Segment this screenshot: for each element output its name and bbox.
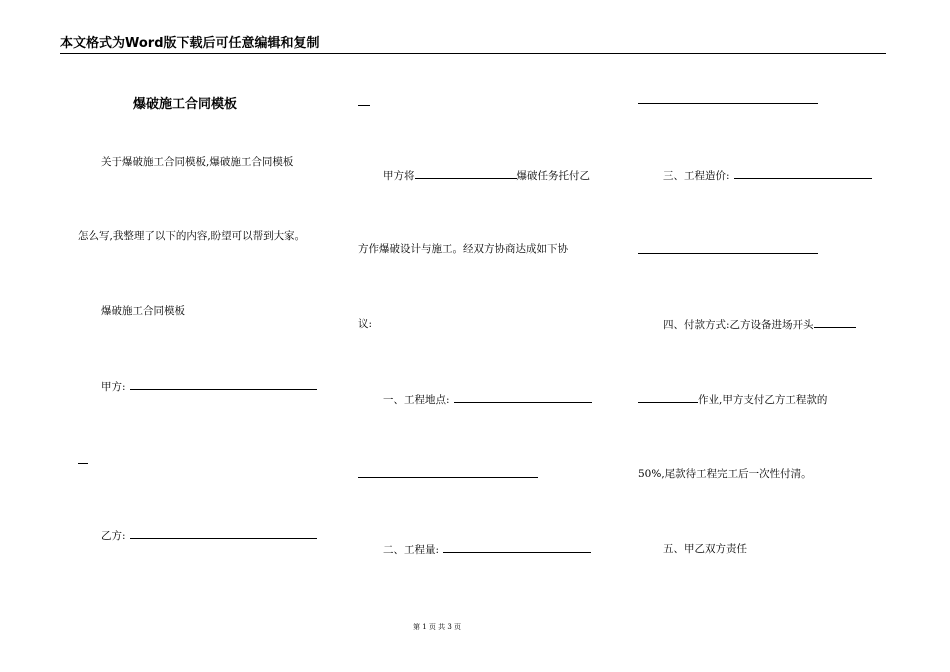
price-blank — [734, 168, 872, 179]
item-price-row — [663, 168, 872, 183]
short-rule — [358, 105, 370, 106]
header-rule — [60, 53, 886, 54]
intro-line-2: 怎么写,我整理了以下的内容,盼望可以帮到大家。 — [78, 230, 306, 242]
location-blank — [454, 392, 592, 403]
item-label: 三、工程造价: — [663, 170, 730, 182]
item-payment-row — [663, 317, 856, 332]
party-a-row — [101, 379, 317, 394]
item-label: 四、付款方式:乙方设备进场开头 — [663, 319, 814, 331]
item-location-row — [383, 392, 592, 407]
party-b-blank — [130, 528, 317, 539]
para-text: 作业,甲方支付乙方工程款的 — [698, 394, 828, 406]
intro-line-1: 关于爆破施工合同模板,爆破施工合同模板 — [101, 156, 294, 168]
paragraph-row — [638, 392, 827, 407]
paragraph-line: 50%,尾款待工程完工后一次性付清。 — [638, 468, 812, 480]
payment-blank — [814, 317, 856, 328]
para-text: 爆破任务托付乙 — [516, 170, 590, 182]
task-blank — [415, 168, 517, 179]
page-number: 第 1 页 共 3 页 — [413, 623, 462, 631]
blank-line — [638, 103, 818, 104]
location-blank-continued — [358, 477, 538, 478]
paragraph-line: 方作爆破设计与施工。经双方协商达成如下协 — [358, 243, 568, 255]
paragraph-row — [383, 168, 590, 183]
party-b-row — [101, 528, 317, 543]
item-responsibility: 五、甲乙双方责任 — [663, 543, 747, 555]
payment-blank-continued — [638, 392, 698, 403]
item-quantity-row — [383, 542, 591, 557]
price-blank-continued — [638, 253, 818, 254]
para-text: 甲方将 — [383, 170, 415, 182]
party-b-label: 乙方: — [101, 530, 126, 542]
quantity-blank — [443, 542, 591, 553]
short-rule — [78, 463, 88, 464]
document-title: 爆破施工合同模板 — [133, 97, 238, 112]
item-label: 二、工程量: — [383, 544, 440, 556]
paragraph-line: 议: — [358, 318, 373, 330]
page-header: 本文格式为Word版下载后可任意编辑和复制 — [60, 36, 320, 51]
party-a-blank — [130, 379, 317, 390]
item-label: 一、工程地点: — [383, 394, 450, 406]
party-a-label: 甲方: — [101, 381, 126, 393]
contract-subtitle: 爆破施工合同模板 — [101, 305, 185, 317]
